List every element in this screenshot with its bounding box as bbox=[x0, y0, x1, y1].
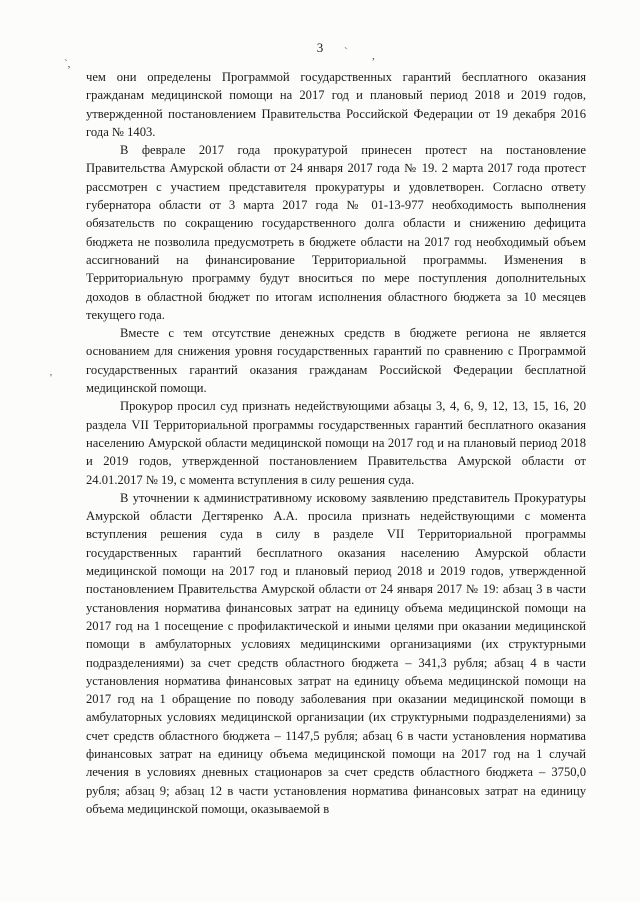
paragraph-continuation: чем они определены Программой государственных гарантий бесплатного оказания гражданам медицинской помощи на 2017 год и плановый период 2018 и 2019 годов, утвержденной постановлением Правительства Российской Федерации от 19 декабря 2016 года № 1403. bbox=[86, 70, 586, 139]
document-body bbox=[86, 68, 586, 818]
scan-mark: ' bbox=[50, 372, 52, 384]
paragraph-budget: Вместе с тем отсутствие денежных средств в бюджете региона не является основанием для снижения уровня государственных гарантий по сравнению с Программой государственных гарантий оказания гражданам Российской Федерации бесплатной медицинской помощи. bbox=[86, 326, 586, 396]
scan-mark: ` bbox=[344, 46, 348, 58]
scan-mark: `, bbox=[64, 58, 71, 70]
page-number: 3 bbox=[316, 40, 324, 55]
paragraph-prosecutor-request: Прокурор просил суд признать недействующими абзацы 3, 4, 6, 9, 12, 13, 15, 16, 20 раздела VII Территориальной программы государственных гарантий бесплатного оказания населению Амурской области медицинской помощи на 2017 год и на плановый период 2018 и 2019 годов, утвержденной постановлением Правительства Амурской области от 24.01.2017 № 19, с момента вступления в силу решения суда. bbox=[86, 399, 586, 487]
scan-mark: , bbox=[372, 50, 375, 62]
paragraph-protest: В феврале 2017 года прокуратурой принесен протест на постановление Правительства Амурской области от 24 января 2017 года № 19. 2 марта 2017 года протест рассмотрен с участием представителя прокуратуры и удовлетворен. Согласно ответу губернатора области от 3 марта 2017 года № 01-13-977 необходимость выполнения обязательств по сокращению государственного долга области и снижению дефицита бюджета не позволила предусмотреть в бюджете области на 2017 год необходимый объем ассигнований на финансирование Территориальной программы. Изменения в Территориальную программу будут вноситься по мере поступления дополнительных доходов в областной бюджет по итогам исполнения областного бюджета за 10 месяцев текущего года. bbox=[86, 143, 586, 322]
paragraph-clarification: В уточнении к административному исковому заявлению представитель Прокуратуры Амурской области Дегтяренко А.А. просила признать недействующими с момента вступления решения суда в силу в разделе VII Территориальной программы государственных гарантий бесплатного оказания населению Амурской области медицинской помощи на 2017 год и плановый период 2018 и 2019 годов, утвержденной постановлением Правительства Амурской области от 24 января 2017 № 19: абзац 3 в части установления норматива финансовых затрат на единицу объема медицинской помощи на 2017 год на 1 посещение с профилактической и иными целями при оказании медицинской помощи в амбулаторных условиях медицинскими организациями (их структурными подразделениями) за счет средств областного бюджета – 341,3 рубля; абзац 4 в части установления норматива финансовых затрат на единицу объема медицинской помощи на 2017 год на 1 обращение по поводу заболевания при оказании медицинской помощи в амбулаторных условиях медицинской организации (их структурными подразделениями) за счет средств областного бюджета – 1147,5 рубля; абзац 6 в части установления норматива финансовых затрат на единицу объема медицинской помощи на 2017 год на 1 случай лечения в условиях дневных стационаров за счет средств областного бюджета – 3750,0 рубля; абзац 9; абзац 12 в части установления норматива финансовых затрат на единицу объема медицинской помощи, оказываемой в bbox=[86, 490, 586, 816]
